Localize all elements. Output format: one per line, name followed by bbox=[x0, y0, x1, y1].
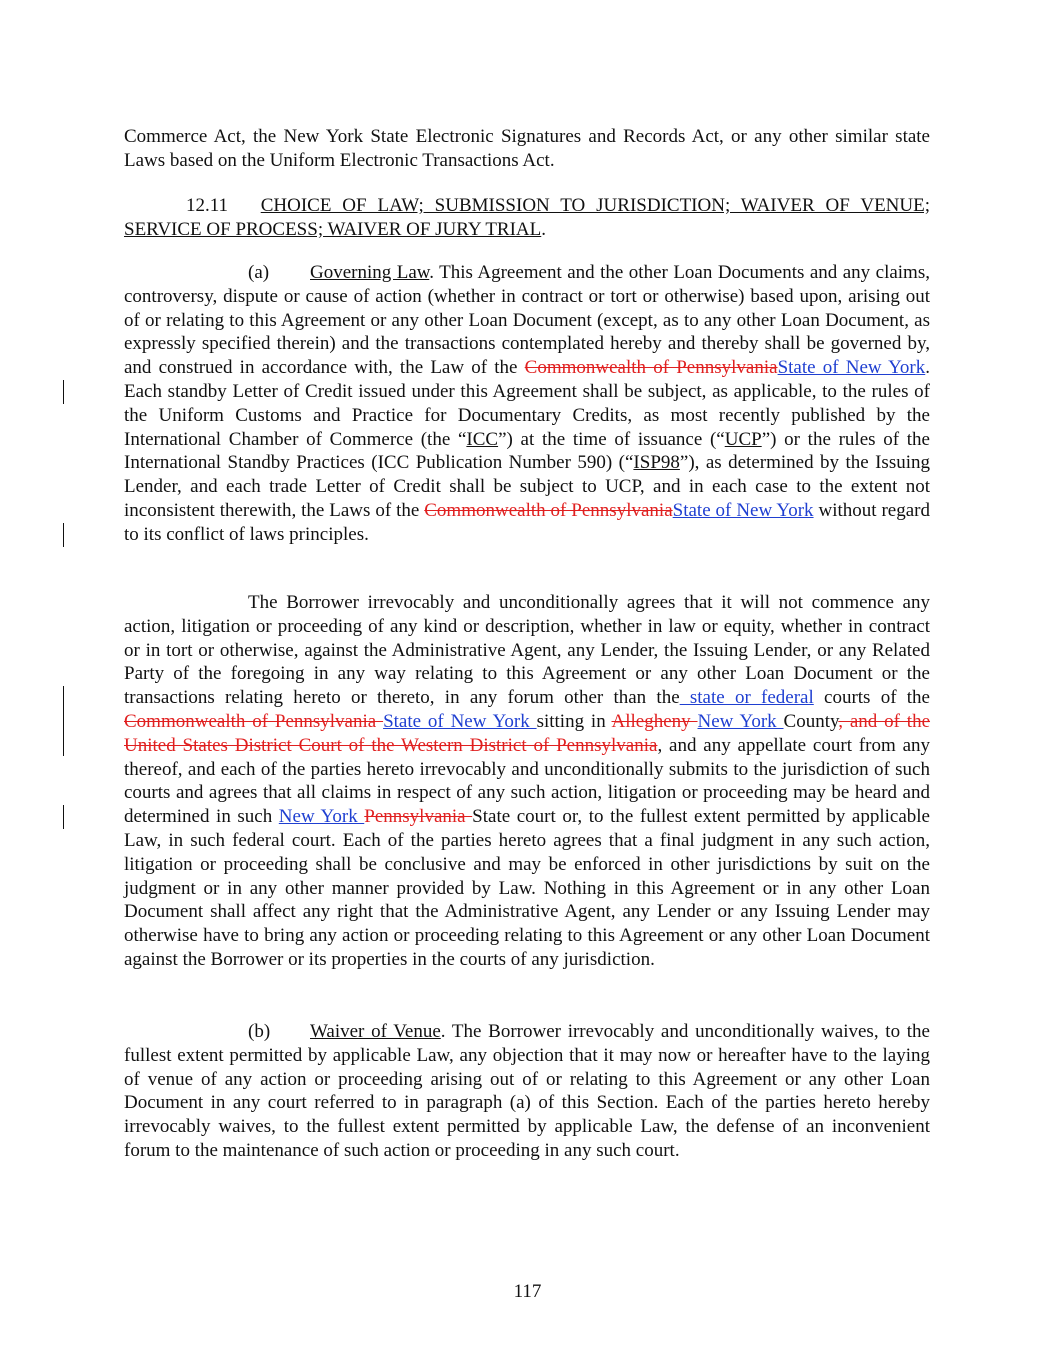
deleted-text: Commonwealth of Pennsylvania bbox=[524, 357, 778, 379]
paragraph-text: courts of the bbox=[813, 687, 930, 709]
deleted-text: Commonwealth of Pennsylvania bbox=[424, 499, 673, 521]
inserted-text: State of New York bbox=[777, 357, 926, 379]
section-heading bbox=[124, 194, 930, 242]
paragraph-text: The Borrower irrevocably and unconditionally agrees that it will not commence any action, litigation or proceeding of any kind or description, whether in law or equity, whether in contract or in tort or otherwise, against the Administrative Agent, any Lender, the Issuing Lender, or any Related Party of the foregoing in any way relating to this Agreement or any other Loan Document or the transactions relating hereto or thereto, in any forum other than the bbox=[124, 592, 930, 709]
paragraph-title: Governing Law bbox=[310, 262, 430, 283]
paragraph-text: ”), as determined by the Issuing Lender, and each trade Letter of Credit shall be subject to UCP, and in each case to the extent not inconsistent therewith, the Laws of the bbox=[124, 452, 931, 521]
paragraph-borrower-agreement bbox=[124, 591, 930, 972]
inserted-text: State of New York bbox=[672, 499, 814, 521]
intro-text: Commerce Act, the New York State Electronic Signatures and Records Act, or any other similar state Laws based on the Uniform Electronic Transactions Act. bbox=[124, 126, 930, 171]
deleted-text: , and of the United States District Court of the Western District of Pennsylvania bbox=[124, 710, 931, 756]
defined-term: UCP bbox=[724, 428, 762, 450]
inserted-text: New York bbox=[278, 806, 365, 828]
inserted-text: New York bbox=[697, 710, 784, 732]
change-bar bbox=[63, 523, 64, 547]
defined-term: ICC bbox=[466, 428, 499, 450]
paragraph-label: (a) bbox=[248, 262, 270, 283]
inserted-text: state or federal bbox=[679, 687, 814, 709]
deleted-text: Pennsylvania bbox=[364, 806, 473, 828]
paragraph-label: (b) bbox=[248, 1021, 271, 1042]
inserted-text: State of New York bbox=[383, 710, 537, 732]
paragraph-text: County bbox=[783, 710, 839, 732]
paragraph-text: ”) at the time of issuance (“ bbox=[498, 428, 725, 450]
deleted-text: Allegheny bbox=[611, 710, 698, 732]
paragraph-text: . This Agreement and the other Loan Documents and any claims, controversy, dispute or cause of action (whether in contract or tort or otherwise) based upon, arising out of or relating to this Agreement or any other Loan Document (except, as to any other Loan Document, as expressly specified therein) and the transactions contemplated hereby and thereby shall be governed by, and construed in accordance with, the Law of the bbox=[124, 262, 930, 379]
change-bar bbox=[63, 380, 64, 404]
page-number: 117 bbox=[513, 1281, 542, 1302]
paragraph-title: Waiver of Venue bbox=[310, 1021, 441, 1042]
paragraph-governing-law bbox=[124, 261, 930, 547]
change-bar bbox=[63, 686, 64, 756]
paragraph-text: , and any appellate court from any thereof, and each of the parties hereto irrevocably and unconditionally submits to the jurisdiction of such courts and agrees that all claims in respect of any such action, litigation or proceeding may be heard and determined in such bbox=[124, 734, 930, 828]
paragraph-text: State court or, to the fullest extent permitted by applicable Law, in such federal court. Each of the parties hereto agrees that a final judgment in any such action, litigation or proceeding shall be conclusive and may be enforced in other jurisdictions by suit on the judgment or in any other manner provided by Law. Nothing in this Agreement or in any other Loan Document shall affect any right that the Administrative Agent, any Lender or any Issuing Lender may otherwise have to bring any action or proceeding relating to this Agreement or any other Loan Document against the Borrower or its properties in the courts of any jurisdiction. bbox=[124, 806, 930, 970]
paragraph-waiver-of-venue bbox=[124, 1020, 930, 1163]
paragraph-text: without regard to its conflict of laws principles. bbox=[124, 499, 930, 545]
change-bar bbox=[63, 805, 64, 829]
deleted-text: Commonwealth of Pennsylvania bbox=[124, 710, 384, 732]
section-number: 12.11 bbox=[186, 195, 229, 216]
paragraph-text: . Each standby Letter of Credit issued under this Agreement shall be subject, as applicable, to the rules of the Uniform Customs and Practice for Documentary Credits, as most recently published by the International Chamber of Commerce (the “ bbox=[124, 357, 930, 450]
paragraph-text: sitting in bbox=[536, 710, 612, 732]
section-title: CHOICE OF LAW; SUBMISSION TO JURISDICTION; WAIVER OF VENUE; SERVICE OF PROCESS; WAIVER OF JURY TRIAL bbox=[124, 195, 930, 240]
paragraph-text: . The Borrower irrevocably and unconditionally waives, to the fullest extent permitted by applicable Law, any objection that it may now or hereafter have to the laying of venue of any action or proceeding arising out of or relating to this Agreement or any other Loan Document in any court referred to in paragraph (a) of this Section. Each of the parties hereto hereby irrevocably waives, to the fullest extent permitted by applicable Law, the defense of an inconvenient forum to the maintenance of such action or proceeding in any such court. bbox=[124, 1021, 930, 1161]
paragraph-text: ”) or the rules of the International Standby Practices (ICC Publication Number 590) (“ bbox=[124, 428, 930, 474]
section-title-period: . bbox=[541, 218, 547, 240]
defined-term: ISP98 bbox=[633, 452, 680, 474]
intro-paragraph bbox=[124, 125, 930, 173]
